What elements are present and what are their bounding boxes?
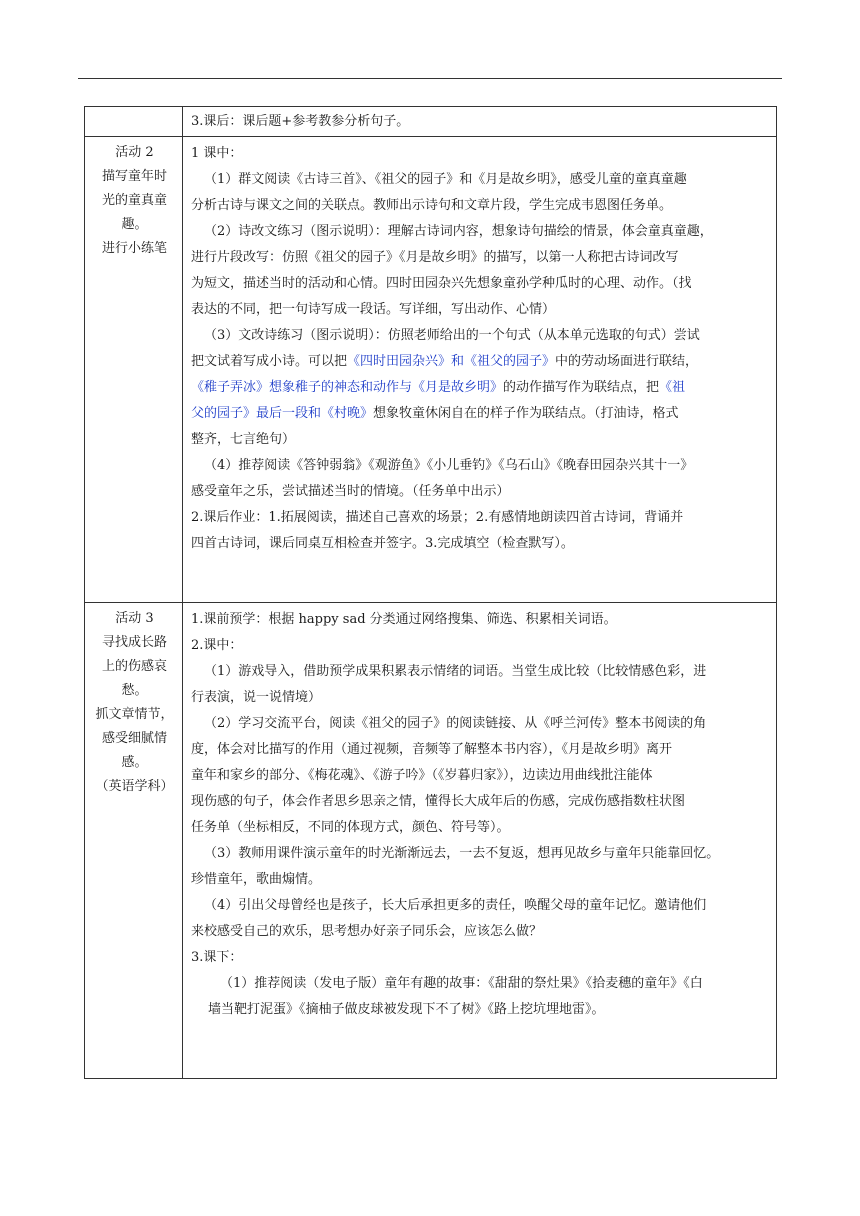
content-line xyxy=(191,633,770,659)
text-segment: （3）教师用课件演示童年的时光渐渐远去，一去不复返，想再见故乡与童年只能靠回忆。 xyxy=(204,846,720,861)
lesson-plan-body xyxy=(85,107,777,1079)
content-line xyxy=(191,893,770,919)
table-row xyxy=(85,137,777,603)
text-segment: 的动作描写作为联结点，把 xyxy=(503,380,660,395)
content-line xyxy=(191,531,770,557)
text-segment: 行表演，说一说情境） xyxy=(191,690,322,705)
activity-label-line: 上的伤感哀 xyxy=(101,659,167,674)
activity-content-cell xyxy=(183,137,777,603)
text-segment: 进行片段改写：仿照《祖父的园子》《月是故乡明》的描写，以第一人称把古诗词改写 xyxy=(191,250,679,265)
text-segment: 四首古诗词，课后同桌互相检查并签字。3.完成填空（检查默写）。 xyxy=(191,536,574,551)
activity-label-line: 感受细腻情 xyxy=(101,731,167,746)
content-line xyxy=(191,219,770,245)
linked-text[interactable]: 《祖 xyxy=(659,380,686,395)
activity-label-line: 活动 3 xyxy=(115,611,154,626)
content-line xyxy=(191,789,770,815)
content-line xyxy=(191,659,770,685)
content-line xyxy=(191,841,770,867)
text-segment: 表达的不同，把一句诗写成一段话。写详细，写出动作、心情） xyxy=(191,302,556,317)
content-line xyxy=(191,737,770,763)
content-line xyxy=(191,763,770,789)
table-row xyxy=(85,603,777,1079)
content-line xyxy=(191,271,770,297)
activity-label-line: 感。 xyxy=(121,755,148,770)
text-segment: 1 课中： xyxy=(191,146,243,161)
activity-label-line: 活动 2 xyxy=(115,145,154,160)
content-line xyxy=(191,349,770,375)
text-segment: 现伤感的句子，体会作者思乡思亲之情，懂得长大成年后的伤感，完成伤感指数柱状图 xyxy=(191,794,686,809)
content-line xyxy=(191,867,770,893)
text-segment: 墙当靶打泥蛋》《摘柚子做皮球被发现下不了树》《路上挖坑埋地雷》。 xyxy=(208,1002,605,1017)
text-segment: 为短文，描述当时的活动和心情。四时田园杂兴先想象童孙学种瓜时的心理、动作。（找 xyxy=(191,276,692,291)
lesson-plan-table xyxy=(84,106,777,1079)
activity-label-line: 寻找成长路 xyxy=(101,635,167,650)
content-line xyxy=(191,375,770,401)
header-rule xyxy=(78,78,782,79)
text-segment: 感受童年之乐，尝试描述当时的情境。（任务单中出示） xyxy=(191,484,510,499)
text-segment: （2）学习交流平台，阅读《祖父的园子》的阅读链接、从《呼兰河传》整本书阅读的角 xyxy=(204,716,707,731)
content-line xyxy=(191,505,770,531)
text-segment: 童年和家乡的部分、《梅花魂》、《游子吟》（《岁暮归家》），边读边用曲线批注能体 xyxy=(191,768,653,783)
text-segment: （1）推荐阅读（发电子版）童年有趣的故事：《甜甜的祭灶果》《拾麦穗的童年》《白 xyxy=(220,976,703,991)
content-line xyxy=(191,193,770,219)
text-segment: （4）引出父母曾经也是孩子，长大后承担更多的责任，唤醒父母的童年记忆。邀请他们 xyxy=(204,898,707,913)
content-line xyxy=(191,109,770,135)
text-segment: 把文试着写成小诗。可以把 xyxy=(191,354,348,369)
text-segment: 整齐，七言绝句） xyxy=(191,432,296,447)
text-segment: （2）诗改文练习（图示说明）：理解古诗词内容，想象诗句描绘的情景，体会童真童趣， xyxy=(204,224,713,239)
content-line xyxy=(191,453,770,479)
text-segment: 想象牧童休闲自在的样子作为联结点。（打油诗，格式 xyxy=(373,406,679,421)
text-segment: 分析古诗与课文之间的关联点。教师出示诗句和文章片段，学生完成韦恩图任务单。 xyxy=(191,198,673,213)
text-segment: 2.课后作业：1.拓展阅读，描述自己喜欢的场景；2.有感情地朗读四首古诗词，背诵并 xyxy=(191,510,684,525)
content-line xyxy=(191,945,770,971)
content-line xyxy=(191,245,770,271)
table-row xyxy=(85,107,777,137)
activity-label-line: 愁。 xyxy=(121,683,148,698)
content-line xyxy=(191,685,770,711)
content-line xyxy=(191,919,770,945)
activity-label-line: 光的童真童 xyxy=(101,193,167,208)
activity-label-line: 描写童年时 xyxy=(101,169,167,184)
text-segment: 1.课前预学：根据 happy sad 分类通过网络搜集、筛选、积累相关词语。 xyxy=(191,612,617,627)
linked-text[interactable]: 《四时田园杂兴》和《祖父的园子》 xyxy=(347,354,556,369)
content-line xyxy=(191,297,770,323)
text-segment: 珍惜童年，歌曲煽情。 xyxy=(191,872,322,887)
content-line xyxy=(191,815,770,841)
text-segment: 3.课下： xyxy=(191,950,243,965)
linked-text[interactable]: 父的园子》最后一段和《村晚》 xyxy=(191,406,374,421)
text-segment: 度，体会对比描写的作用（通过视频，音频等了解整本书内容），《月是故乡明》离开 xyxy=(191,742,673,757)
content-line xyxy=(191,607,770,633)
content-line xyxy=(191,479,770,505)
text-segment: 3.课后：课后题+参考教参分析句子。 xyxy=(191,113,410,129)
activity-label-line: 趣。 xyxy=(121,217,148,232)
text-segment: 来校感受自己的欢乐，思考想办好亲子同乐会，应该怎么做？ xyxy=(191,924,543,939)
content-line xyxy=(191,323,770,349)
activity-label-line: （英语学科） xyxy=(95,779,174,794)
text-segment: （1）群文阅读《古诗三首》、《祖父的园子》和《月是故乡明》，感受儿童的童真童趣 xyxy=(204,172,687,187)
content-line xyxy=(191,427,770,453)
content-line xyxy=(191,971,770,997)
content-line xyxy=(191,141,770,167)
text-segment: 任务单（坐标相反，不同的体现方式，颜色、符号等）。 xyxy=(191,820,510,835)
text-segment: （3）文改诗练习（图示说明）：仿照老师给出的一个句式（从本单元选取的句式）尝试 xyxy=(204,328,700,343)
activity-label-line: 抓文章情节， xyxy=(95,707,174,722)
text-segment: （4）推荐阅读《答钟弱翁》《观游鱼》《小儿垂钓》《乌石山》《晚春田园杂兴其十一》 xyxy=(204,458,694,473)
text-segment: 2.课中： xyxy=(191,638,243,653)
content-line xyxy=(191,401,770,427)
content-line xyxy=(191,167,770,193)
activity-label-cell xyxy=(85,137,183,603)
text-segment: （1）游戏导入，借助预学成果积累表示情绪的词语。当堂生成比较（比较情感色彩，进 xyxy=(204,664,707,679)
content-line xyxy=(191,711,770,737)
content-line xyxy=(191,997,770,1023)
activity-label-cell xyxy=(85,107,183,137)
activity-label-line: 进行小练笔 xyxy=(101,241,167,256)
linked-text[interactable]: 《稚子弄冰》想象稚子的神态和动作与《月是故乡明》 xyxy=(191,380,504,395)
activity-content-cell xyxy=(183,603,777,1079)
activity-content-cell xyxy=(183,107,777,137)
activity-label-cell xyxy=(85,603,183,1079)
text-segment: 中的劳动场面进行联结， xyxy=(555,354,699,369)
